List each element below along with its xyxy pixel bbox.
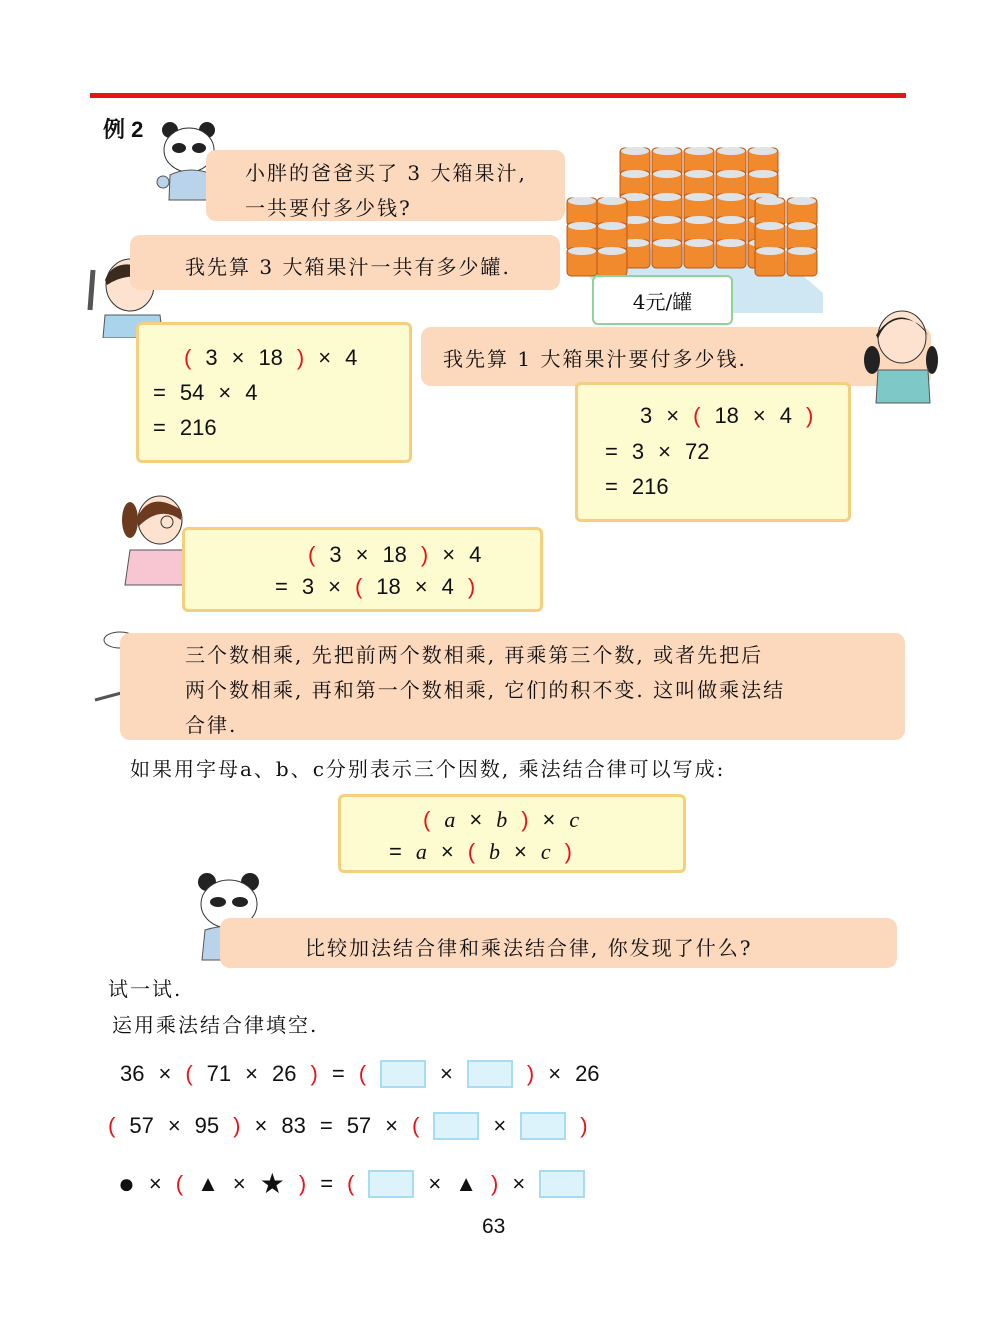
calculation-box-2 [575,382,851,522]
expression-token: 3 [329,542,342,567]
triangle-symbol: ▲ [197,1170,219,1196]
can-lid [717,170,745,178]
expression-token: ) [298,1170,307,1196]
can-lid [685,170,713,178]
expression-token: ( [184,345,192,370]
can-lid [756,222,784,230]
can-lid [653,193,681,201]
can-lid [685,147,713,155]
expression-line [184,345,357,371]
expression-token: × [328,574,341,599]
girl-bubble-text: 我先算 1 大箱果汁要付多少钱. [443,347,747,371]
expression-token: ) [580,1113,588,1138]
expression-token: 4 [779,403,793,428]
expression-line [389,839,572,865]
can-lid [598,247,626,255]
expression-token: = [331,1061,345,1086]
header-rule [90,93,906,98]
can-lid [568,222,596,230]
expression-token: 71 [206,1061,232,1086]
can-lid [653,239,681,247]
expression-token: 4 [345,345,358,370]
expression-token: = [320,1170,334,1196]
expression-token: ( [354,574,363,599]
expression-line [605,474,669,500]
expression-token: 18 [376,574,401,599]
expression-token: × [231,345,245,370]
expression-line [118,1167,585,1200]
expression-token: ) [420,542,429,567]
expression-token: × [254,1113,268,1138]
answer-box[interactable] [433,1112,479,1140]
expression-token: ( [108,1113,116,1138]
answer-box[interactable] [539,1170,585,1198]
can-lid [653,170,681,178]
answer-box[interactable] [368,1170,414,1198]
expression-token: × [512,1170,526,1196]
can-lid [717,147,745,155]
expression-line [108,1112,588,1140]
expression-token: ) [564,839,572,864]
can-lid [788,222,816,230]
expression-token: 83 [281,1113,306,1138]
can-lid [685,216,713,224]
try-title: 试一试. [108,977,183,1001]
expression-token: × [440,839,454,864]
expression-token: = [275,574,288,599]
expression-token: × [158,1061,172,1086]
expression-token: ( [693,403,701,428]
expression-token: × [442,542,456,567]
expression-token: × [318,345,332,370]
expression-token: × [469,807,483,832]
expression-token: ( [175,1170,184,1196]
can-lid [685,239,713,247]
can-lid [598,222,626,230]
expression-token: 4 [441,574,454,599]
expression-token: ( [347,1170,355,1196]
expression-token: a [415,839,427,864]
expression-line [275,574,475,600]
expression-token: ) [467,574,476,599]
expression-token: ) [296,345,305,370]
expression-token: = [605,474,618,499]
expression-token: ) [310,1061,318,1086]
expression-token: × [385,1113,399,1138]
rule-line-2: 两个数相乘, 再和第一个数相乘, 它们的积不变. 这叫做乘法结 [185,678,786,702]
question-line-1: 小胖的爸爸买了 3 大箱果汁, [245,161,527,185]
can-lid [749,170,777,178]
expression-token: 216 [631,474,669,499]
expression-line [423,807,579,833]
can-lid [621,170,649,178]
expression-token: × [414,574,428,599]
calculation-box-1 [136,322,412,463]
expression-token: 26 [575,1061,600,1086]
expression-line [120,1060,600,1088]
can-lid [568,247,596,255]
expression-token: ( [467,839,476,864]
can-lid [717,239,745,247]
calculation-box-3 [182,527,543,612]
expression-token: b [489,839,501,864]
expression-token: = [153,380,166,405]
expression-token: 18 [714,403,739,428]
expression-token: ( [185,1061,193,1086]
girl-illustration [860,305,938,405]
answer-box[interactable] [467,1060,513,1088]
answer-box[interactable] [520,1112,566,1140]
can-lid [788,197,816,205]
expression-token: ( [412,1113,420,1138]
can-lid [598,197,626,205]
expression-token: b [496,807,508,832]
expression-token: × [428,1170,442,1196]
expression-token: ) [521,807,529,832]
expression-token: 26 [272,1061,297,1086]
expression-token: × [218,380,232,405]
expression-token: × [245,1061,259,1086]
boy-bubble-text: 我先算 3 大箱果汁一共有多少罐. [185,255,511,279]
expression-token: a [444,807,456,832]
can-lid [717,216,745,224]
expression-token: ( [423,807,431,832]
expression-token: 3 [640,403,653,428]
expression-token: × [167,1113,181,1138]
expression-line [308,542,481,568]
page-number: 63 [482,1215,506,1238]
expression-token: × [542,807,556,832]
expression-token: × [752,403,766,428]
rule-line-1: 三个数相乘, 先把前两个数相乘, 再乘第三个数, 或者先把后 [185,643,764,667]
answer-box[interactable] [380,1060,426,1088]
can-lid [685,193,713,201]
expression-token: ) [526,1061,535,1086]
expression-token: × [440,1061,453,1086]
circle-symbol: ● [118,1167,135,1199]
expression-token: = [153,415,166,440]
rule-line-3: 合律. [185,713,238,737]
expression-token: ( [308,542,316,567]
expression-token: × [658,439,671,464]
expression-token: 18 [382,542,407,567]
can-lid [717,193,745,201]
example-label: 例 2 [103,117,144,142]
expression-token: × [232,1170,246,1196]
expression-token: ) [233,1113,241,1138]
expression-token: 72 [684,439,710,464]
star-symbol: ★ [259,1168,285,1199]
expression-token: × [548,1061,562,1086]
triangle-symbol: ▲ [455,1170,478,1196]
expression-token: × [514,839,527,864]
expression-token: 57 [129,1113,154,1138]
expression-token: ( [358,1061,367,1086]
expression-line [640,403,813,429]
expression-token: × [666,403,680,428]
can-lid [653,147,681,155]
question-line-2: 一共要付多少钱? [245,196,412,220]
expression-token: = [389,839,402,864]
expression-token: × [148,1170,162,1196]
price-label: 4元/罐 [592,275,733,325]
expression-token: 95 [194,1113,220,1138]
expression-token: 3 [205,345,218,370]
can-lid [653,216,681,224]
expression-token: × [355,542,369,567]
expression-token: c [569,807,580,832]
can-lid [756,197,784,205]
expression-token: 216 [179,415,217,440]
expression-line [153,380,257,406]
can-lid [568,197,596,205]
try-instruction: 运用乘法结合律填空. [112,1013,319,1037]
expression-token: c [540,839,551,864]
expression-line [605,439,709,465]
expression-token: × [493,1113,507,1138]
expression-token: 4 [245,380,258,405]
compare-text: 比较加法结合律和乘法结合律, 你发现了什么? [305,936,753,960]
expression-token: 3 [301,574,315,599]
expression-token: = [605,439,618,464]
expression-token: = [319,1113,333,1138]
can-lid [756,247,784,255]
expression-token: ) [806,403,814,428]
expression-line [153,415,217,441]
expression-token: ) [491,1170,499,1196]
can-lid [749,147,777,155]
expression-token: 54 [179,380,205,405]
can-lid [621,147,649,155]
expression-token: 4 [469,542,482,567]
expression-token: 36 [120,1061,145,1086]
expression-token: 18 [258,345,283,370]
expression-token: 57 [346,1113,372,1138]
letters-intro: 如果用字母a、b、c分别表示三个因数, 乘法结合律可以写成: [130,757,726,781]
can-lid [788,247,816,255]
formula-box [338,794,686,873]
expression-token: 3 [631,439,645,464]
